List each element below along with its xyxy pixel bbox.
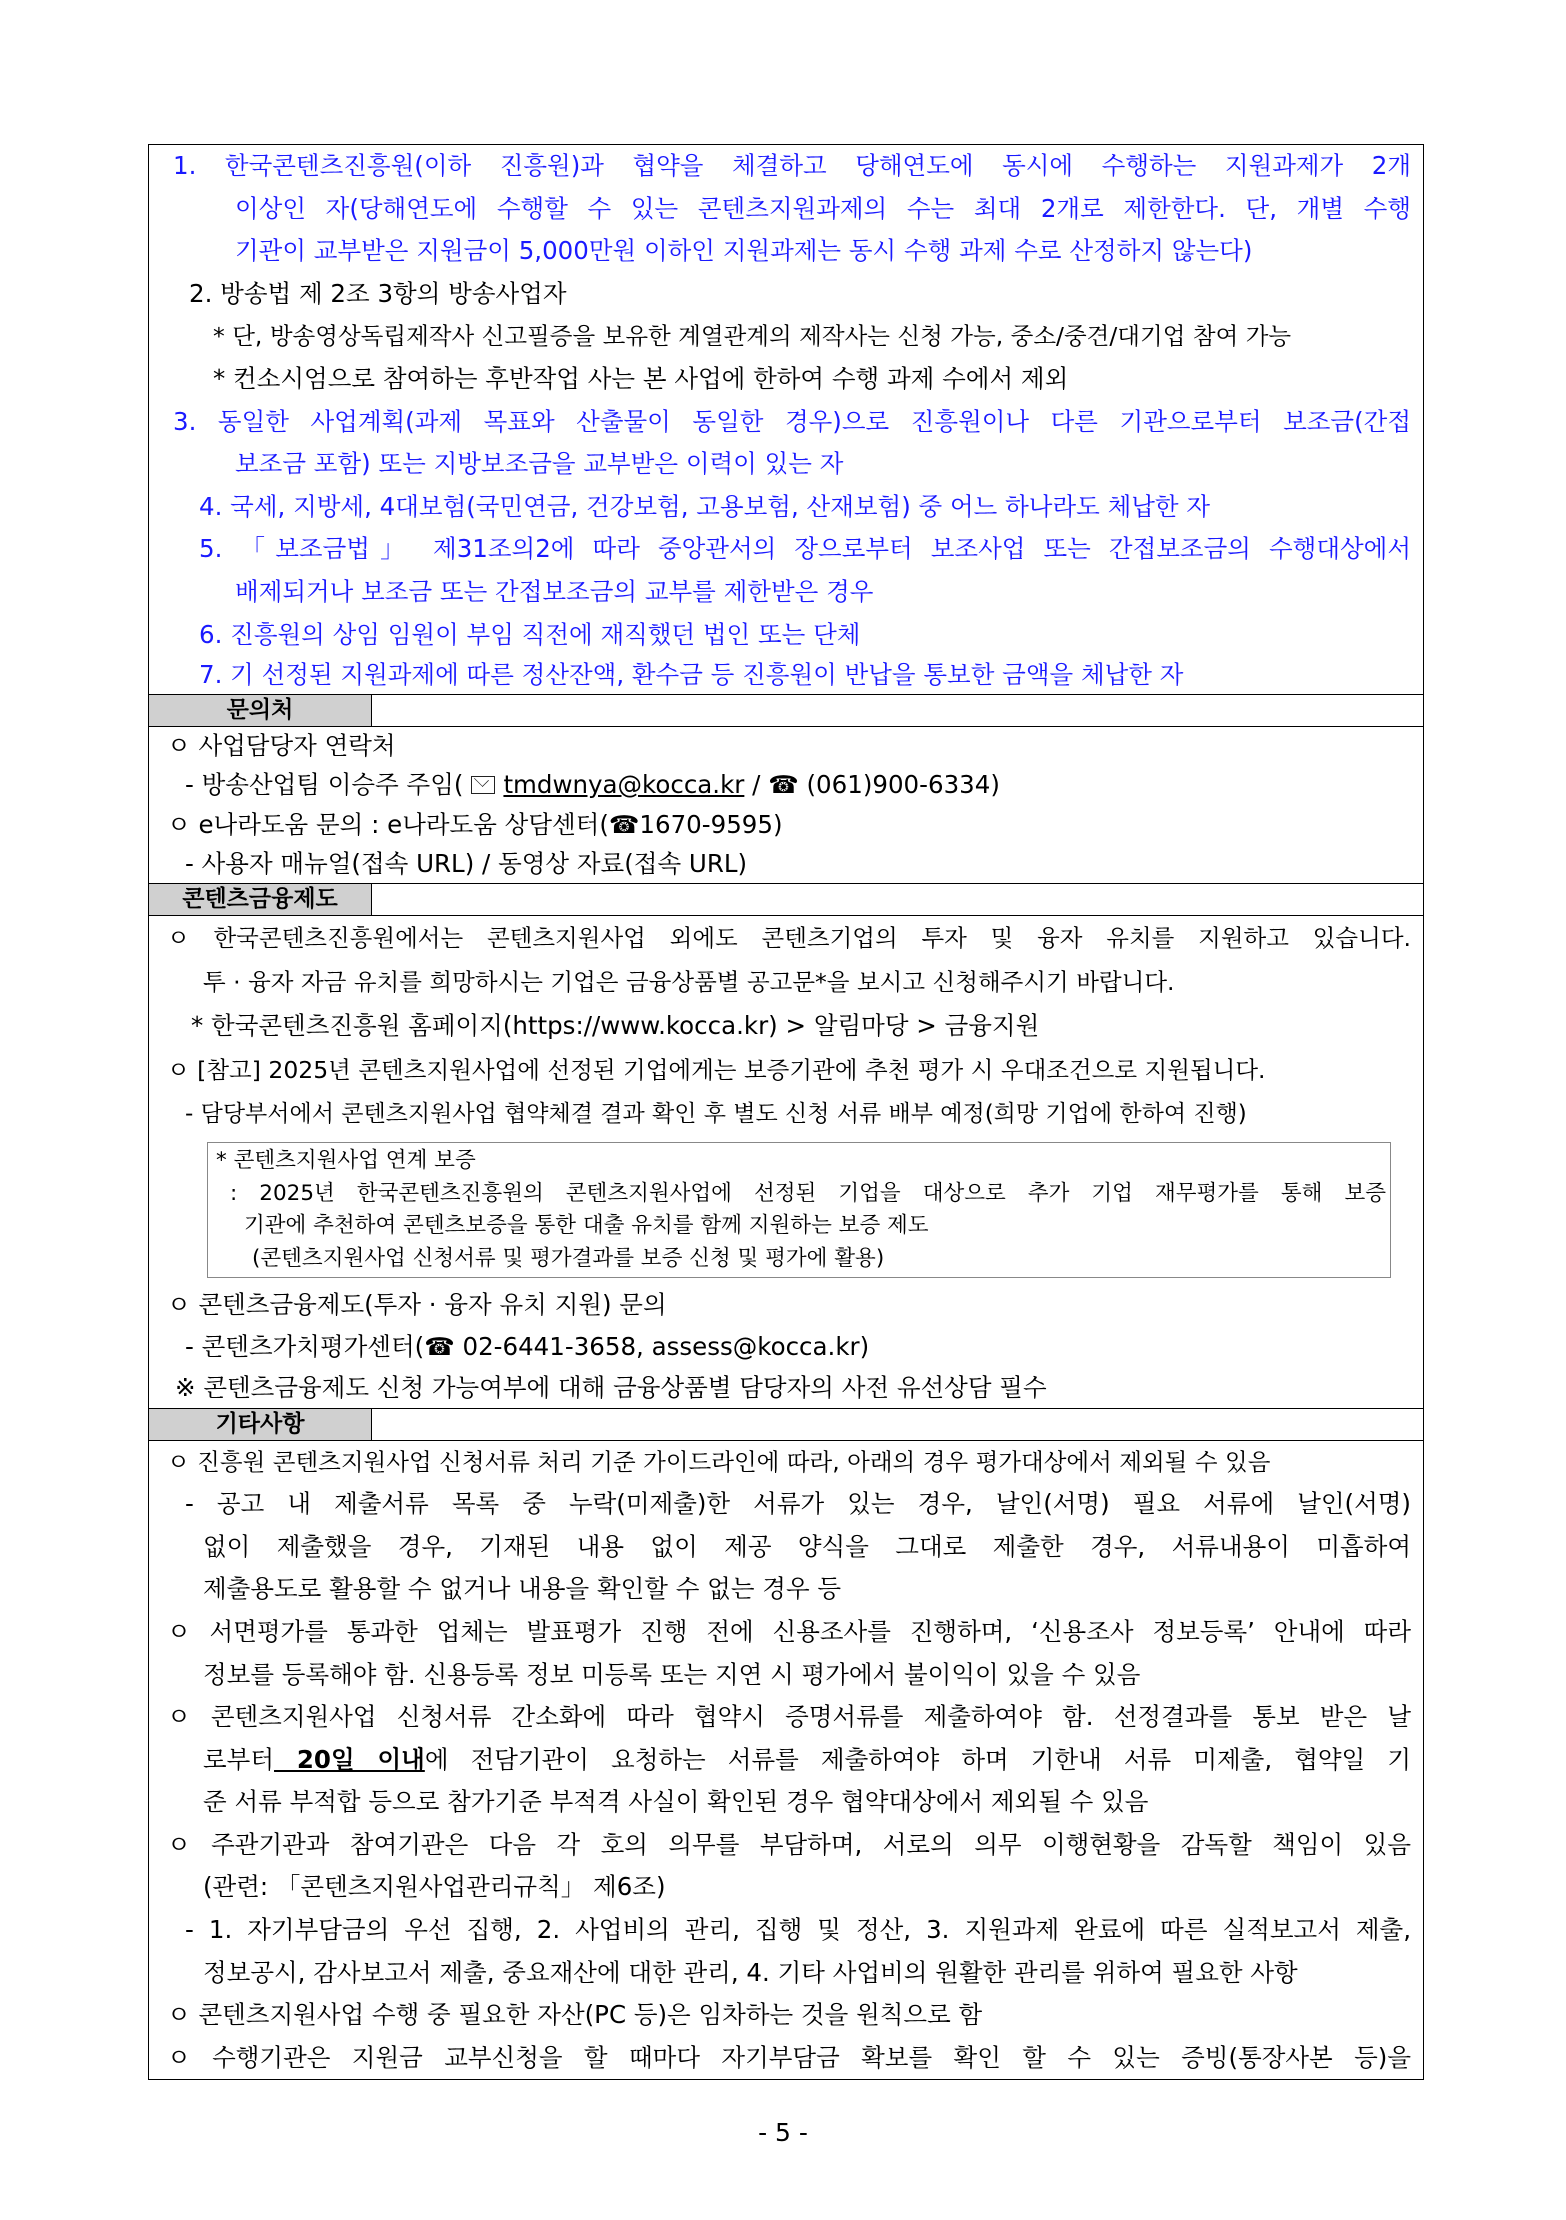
finance-line-8: ※ 콘텐츠금융제도 신청 가능여부에 대해 금융상품별 담당자의 사전 유선상담 필수 [175, 1373, 1047, 1403]
document-table [148, 144, 1424, 2080]
etc-header: 기타사항 [149, 1409, 372, 1440]
contact-person: - 방송산업팀 이승주 주임( [185, 770, 464, 800]
guarantee-note-line-2: 기관에 추천하여 콘텐츠보증을 통한 대출 유치를 함께 지원하는 보증 제도 [244, 1213, 929, 1239]
etc-line-11: (관련: 「콘텐츠지원사업관리규칙」 제6조) [203, 1872, 666, 1902]
etc-header-row [149, 1408, 1423, 1441]
finance-line-2: 투 · 융자 자금 유치를 희망하시는 기업은 금융상품별 공고문*을 보시고 신청해주시기 바랍니다. [203, 968, 1175, 997]
eligibility-item-1-line-3: 기관이 교부받은 지원금이 5,000만원 이하인 지원과제는 동시 수행 과제 수로 산정하지 않는다) [235, 236, 1253, 266]
etc-line-15: ㅇ 수행기관은 지원금 교부신청을 할 때마다 자기부담금 확보를 확인 할 수 있는 증빙(통장사본 등)을 [167, 2042, 1411, 2072]
finance-line-6: ㅇ 콘텐츠금융제도(투자 · 융자 유치 지원) 문의 [167, 1290, 667, 1320]
email-icon [471, 776, 495, 794]
finance-line-4: ㅇ [참고] 2025년 콘텐츠지원사업에 선정된 기업에게는 보증기관에 추천 평가 시 우대조건으로 지원됩니다. [167, 1056, 1266, 1085]
etc-line-2: - 공고 내 제출서류 목록 중 누락(미제출)한 서류가 있는 경우, 날인(서명) 필요 서류에 날인(서명) [185, 1489, 1411, 1519]
eligibility-item-5-line-1: 5. 「보조금법」 제31조의2에 따라 중앙관서의 장으로부터 보조사업 또는 간접보조금의 수행대상에서 [199, 534, 1411, 564]
etc-line-12: - 1. 자기부담금의 우선 집행, 2. 사업비의 관리, 집행 및 정산, 3. 지원과제 완료에 따른 실적보고서 제출, [185, 1915, 1411, 1945]
guarantee-note-box [207, 1142, 1391, 1278]
etc-line-14: ㅇ 콘텐츠지원사업 수행 중 필요한 자산(PC 등)은 임차하는 것을 원칙으로 함 [167, 2000, 983, 2030]
etc-line-9: 준 서류 부적합 등으로 참가기준 부적격 사실이 확인된 경우 협약대상에서 제외될 수 있음 [203, 1787, 1149, 1817]
etc-line-8-end: 에 전담기관이 요청하는 서류를 제출하여야 하며 기한내 서류 미제출, 협약일 기 [424, 1744, 1411, 1774]
finance-header: 콘텐츠금융제도 [149, 884, 372, 915]
etc-line-4: 제출용도로 활용할 수 없거나 내용을 확인할 수 없는 경우 등 [203, 1574, 842, 1604]
etc-line-1: ㅇ 진흥원 콘텐츠지원사업 신청서류 처리 기준 가이드라인에 따라, 아래의 경우 평가대상에서 제외될 수 있음 [167, 1448, 1271, 1477]
finance-line-7: - 콘텐츠가치평가센터(☎ 02-6441-3658, assess@kocca.kr) [185, 1332, 870, 1362]
contact-line-1: ㅇ 사업담당자 연락처 [167, 731, 396, 761]
eligibility-item-4: 4. 국세, 지방세, 4대보험(국민연금, 건강보험, 고용보험, 산재보험) 중 어느 하나라도 체납한 자 [199, 491, 1211, 521]
eligibility-item-3-line-1: 3. 동일한 사업계획(과제 목표와 산출물이 동일한 경우)으로 진흥원이나 다른 기관으로부터 보조금(간접 [173, 406, 1411, 436]
contact-phone: / ☎ (061)900-6334) [744, 770, 1000, 800]
etc-line-6: 정보를 등록해야 함. 신용등록 정보 미등록 또는 지연 시 평가에서 불이익이 있을 수 있음 [203, 1659, 1141, 1689]
eligibility-section [149, 145, 1423, 694]
finance-line-5: - 담당부서에서 콘텐츠지원사업 협약체결 결과 확인 후 별도 신청 서류 배부 예정(희망 기업에 한하여 진행) [185, 1101, 1247, 1128]
eligibility-item-5-line-2: 배제되거나 보조금 또는 간접보조금의 교부를 제한받은 경우 [235, 576, 874, 606]
contact-header: 문의처 [149, 695, 372, 726]
contact-line-4: - 사용자 매뉴얼(접속 URL) / 동영상 자료(접속 URL) [185, 849, 748, 879]
finance-header-row [149, 883, 1423, 916]
eligibility-item-1-line-1: 1. 한국콘텐츠진흥원(이하 진흥원)과 협약을 체결하고 당해연도에 동시에 수행하는 지원과제가 2개 [173, 151, 1411, 180]
etc-line-10: ㅇ 주관기관과 참여기관은 다음 각 호의 의무를 부담하며, 서로의 의무 이행현황을 감독할 책임이 있음 [167, 1829, 1411, 1859]
etc-line-13: 정보공시, 감사보고서 제출, 중요재산에 대한 관리, 4. 기타 사업비의 원활한 관리를 위하여 필요한 사항 [203, 1957, 1298, 1987]
guarantee-note-title: * 콘텐츠지원사업 연계 보증 [216, 1148, 476, 1174]
etc-line-8-start: 로부터 [203, 1744, 275, 1774]
eligibility-item-2-note-1: * 단, 방송영상독립제작사 신고필증을 보유한 계열관계의 제작사는 신청 가능, 중소/중견/대기업 참여 가능 [213, 322, 1292, 351]
finance-line-3: * 한국콘텐츠진흥원 홈페이지(https://www.kocca.kr) > 알림마당 > 금융지원 [191, 1011, 1040, 1041]
eligibility-item-7: 7. 기 선정된 지원과제에 따른 정산잔액, 환수금 등 진흥원이 반납을 통보한 금액을 체납한 자 [199, 660, 1184, 690]
contact-section [149, 727, 1423, 883]
eligibility-item-2: 2. 방송법 제 2조 3항의 방송사업자 [189, 278, 567, 308]
deadline-highlight: 20일 이내 [274, 1744, 425, 1774]
eligibility-item-1-line-2: 이상인 자(당해연도에 수행할 수 있는 콘텐츠지원과제의 수는 최대 2개로 제한한다. 단, 개별 수행 [235, 193, 1411, 223]
contact-line-3: ㅇ e나라도움 문의 : e나라도움 상담센터(☎1670-9595) [167, 810, 783, 840]
etc-line-5: ㅇ 서면평가를 통과한 업체는 발표평가 진행 전에 신용조사를 진행하며, ‘신용조사 정보등록’ 안내에 따라 [167, 1616, 1411, 1646]
finance-line-1: ㅇ 한국콘텐츠진흥원에서는 콘텐츠지원사업 외에도 콘텐츠기업의 투자 및 융자 유치를 지원하고 있습니다. [167, 924, 1411, 953]
finance-section [149, 916, 1423, 1408]
guarantee-note-line-3: (콘텐츠지원사업 신청서류 및 평가결과를 보증 신청 및 평가에 활용) [252, 1245, 885, 1271]
contact-email-link[interactable]: tmdwnya@kocca.kr [503, 770, 745, 800]
etc-line-8 [167, 1739, 1411, 1782]
etc-line-3: 없이 제출했을 경우, 기재된 내용 없이 제공 양식을 그대로 제출한 경우, 서류내용이 미흡하여 [203, 1531, 1411, 1561]
etc-line-7: ㅇ 콘텐츠지원사업 신청서류 간소화에 따라 협약시 증명서류를 제출하여야 함. 선정결과를 통보 받은 날 [167, 1702, 1411, 1732]
eligibility-item-2-note-2: * 컨소시엄으로 참여하는 후반작업 사는 본 사업에 한하여 수행 과제 수에서 제외 [213, 363, 1069, 393]
eligibility-item-3-line-2: 보조금 포함) 또는 지방보조금을 교부받은 이력이 있는 자 [235, 449, 844, 479]
eligibility-item-6: 6. 진흥원의 상임 임원이 부임 직전에 재직했던 법인 또는 단체 [199, 619, 861, 649]
contact-line-2 [167, 765, 1411, 805]
etc-section [149, 1441, 1423, 2079]
guarantee-note-line-1: : 2025년 한국콘텐츠진흥원의 콘텐츠지원사업에 선정된 기업을 대상으로 추가 기업 재무평가를 통해 보증 [230, 1180, 1386, 1206]
contact-header-row [149, 694, 1423, 727]
page-number: - 5 - [758, 2118, 808, 2147]
